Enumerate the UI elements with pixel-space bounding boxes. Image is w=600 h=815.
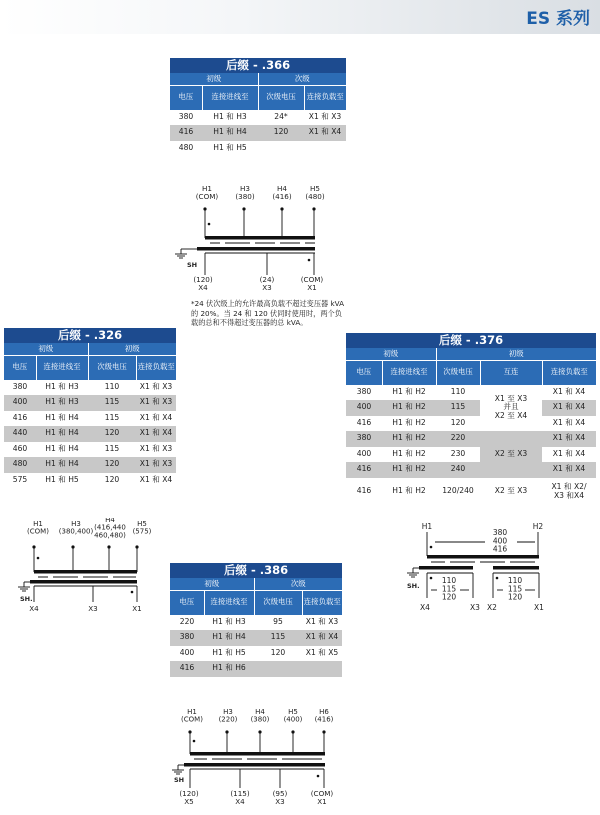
series-title: ES 系列	[526, 9, 590, 29]
table-row: 220 H1 和 H3 95 X1 和 X3	[179, 616, 339, 626]
table-row: 416 H1 和 H2 120/240 X2 至 X3 X1 和 X2/ X3 和X4	[346, 478, 596, 506]
terminal-label: H1	[421, 522, 433, 531]
secondary-header: 初级	[88, 343, 176, 356]
table-suffix-376	[346, 333, 596, 506]
wiring-diagram-386	[172, 706, 342, 814]
terminal-label: (120) X4	[193, 275, 213, 292]
table-row: 380 H1 和 H3 24* X1 和 X3	[178, 111, 342, 121]
wiring-diagram-366	[175, 183, 345, 298]
table-row: 400 H1 和 H5 120 X1 和 X5	[179, 647, 339, 657]
terminal-label: H3 (380)	[235, 184, 255, 201]
terminal-label: X3	[470, 603, 480, 612]
secondary-voltage-header: 次级电压	[88, 356, 136, 380]
interconnect-cell: X1 至 X3 并且 X2 至 X4	[480, 385, 542, 432]
secondary-header: 初级	[436, 348, 596, 361]
table-row: 380 H1 和 H2 220 X2 至 X3 X1 和 X4	[346, 431, 596, 447]
table-title: 后缀 - .376	[346, 333, 596, 348]
table-row: 380 H1 和 H4 115 X1 和 X4	[170, 630, 342, 646]
wiring-diagram-376	[405, 518, 555, 616]
footnote-366: *24 伏次级上的允许最高负载不超过变压器 kVA 的 20%。当 24 和 120 伏同时使用时，两个负载的总和不得超过变压器的总 kVA。	[191, 299, 345, 328]
secondary-voltage-header: 次级电压	[436, 361, 480, 385]
connect-lines-header: 连接进线至	[36, 356, 88, 380]
table-row: 400 H1 和 H2 230 X1 和 X4	[356, 448, 586, 458]
terminal-label: H5 (400)	[283, 708, 303, 724]
table-row: 416 H1 和 H4 115 X1 和 X4	[12, 412, 173, 422]
primary-header: 初级	[170, 578, 254, 591]
table-row: 416 H1 和 H4 120 X1 和 X4	[170, 125, 346, 141]
connect-load-header: 连接负载至	[302, 591, 342, 615]
interconnect-cell: X2 至 X3	[480, 431, 542, 478]
header-band	[0, 0, 600, 34]
shield-label: SH	[187, 261, 198, 269]
terminal-label: H1 (COM)	[195, 184, 219, 201]
terminal-label: (24) X3	[259, 275, 275, 292]
primary-voltages: 380 400 416	[492, 528, 508, 554]
secondary-voltage-header: 次级电压	[254, 591, 302, 615]
terminal-label: H5 (480)	[305, 184, 325, 201]
voltage-header: 电压	[346, 361, 382, 385]
table-row: 480 H1 和 H5	[178, 142, 247, 152]
terminal-label: H3 (220)	[218, 708, 238, 724]
terminal-label: (COM) X1	[310, 789, 334, 806]
voltage-header: 电压	[4, 356, 36, 380]
primary-header: 初级	[170, 73, 258, 86]
primary-header: 初级	[346, 348, 436, 361]
secondary-header: 次级	[254, 578, 342, 591]
table-row: 575 H1 和 H5 120 X1 和 X4	[12, 474, 173, 484]
shield-label: SH	[174, 776, 185, 784]
shield-label: SH.	[20, 595, 33, 603]
terminal-label: (COM) X1	[300, 275, 324, 292]
connect-lines-header: 连接进线至	[382, 361, 436, 385]
terminal-label: H1 (COM)	[181, 708, 203, 724]
interconnect-cell: X2 至 X3	[494, 486, 528, 496]
terminal-label: X4	[29, 604, 39, 613]
terminal-label: H6 (416)	[314, 708, 334, 724]
shield-label: SH.	[407, 582, 420, 590]
table-suffix-326	[4, 328, 176, 488]
connect-lines-header: 连接进线至	[204, 591, 254, 615]
terminal-label: X2	[487, 603, 497, 612]
terminal-label: (115) X4	[230, 789, 250, 806]
table-suffix-386	[170, 563, 342, 677]
terminal-label: X4	[420, 603, 430, 612]
wiring-diagram-326	[18, 518, 168, 613]
table-title: 后缀 - .366	[170, 58, 346, 73]
table-title: 后缀 - .326	[4, 328, 176, 343]
interconnect-header: 互连	[480, 361, 542, 385]
terminal-label: H1 (COM)	[27, 520, 49, 536]
secondary-header: 次级	[258, 73, 346, 86]
table-row: 380 H1 和 H2 110 X1 至 X3 并且 X2 至 X4 X1 和 X4	[346, 385, 596, 401]
table-row: 416 H1 和 H2 120 X1 和 X4	[356, 417, 586, 427]
table-row: 416 H1 和 H6	[170, 661, 342, 677]
voltage-header: 电压	[170, 591, 204, 615]
terminal-label: H5 (575)	[132, 520, 152, 536]
connect-lines-header: 连接进线至	[202, 86, 258, 110]
terminal-label: H2	[532, 522, 544, 531]
terminal-label: H4 (380)	[250, 708, 270, 724]
secondary-voltage-header: 次级电压	[258, 86, 304, 110]
table-row: 416 H1 和 H2 240 X1 和 X4	[346, 462, 596, 478]
voltage-header: 电压	[170, 86, 202, 110]
terminal-label: (95) X3	[272, 789, 288, 806]
connect-load-header: 连接负载至	[542, 361, 596, 385]
table-row: 380 H1 和 H3 110 X1 和 X3	[12, 381, 173, 391]
table-row: 480 H1 和 H4 120 X1 和 X3	[4, 457, 176, 473]
primary-header: 初级	[4, 343, 88, 356]
terminal-label: X1	[132, 604, 142, 613]
secondary-voltages: 110 115 120	[441, 576, 457, 602]
table-row: 400 H1 和 H2 115 X1 和 X4	[346, 400, 596, 416]
table-title: 后缀 - .386	[170, 563, 342, 578]
terminal-label: X3	[88, 604, 98, 613]
secondary-voltages: 110 115 120	[507, 576, 523, 602]
table-row: 440 H1 和 H4 120 X1 和 X4	[4, 426, 176, 442]
table-row: 400 H1 和 H3 115 X1 和 X3	[4, 395, 176, 411]
table-suffix-366	[170, 58, 346, 156]
terminal-label: X1	[534, 603, 544, 612]
terminal-label: H3 (380,400)	[58, 520, 94, 536]
connect-load-header: 连接负载至	[136, 356, 176, 380]
table-row: 460 H1 和 H4 115 X1 和 X3	[12, 443, 173, 453]
connect-load-header: 连接负载至	[304, 86, 346, 110]
terminal-label: H4 (416,440 460,480)	[94, 518, 126, 540]
terminal-label: H4 (416)	[272, 184, 292, 201]
terminal-label: (120) X5	[179, 789, 199, 806]
